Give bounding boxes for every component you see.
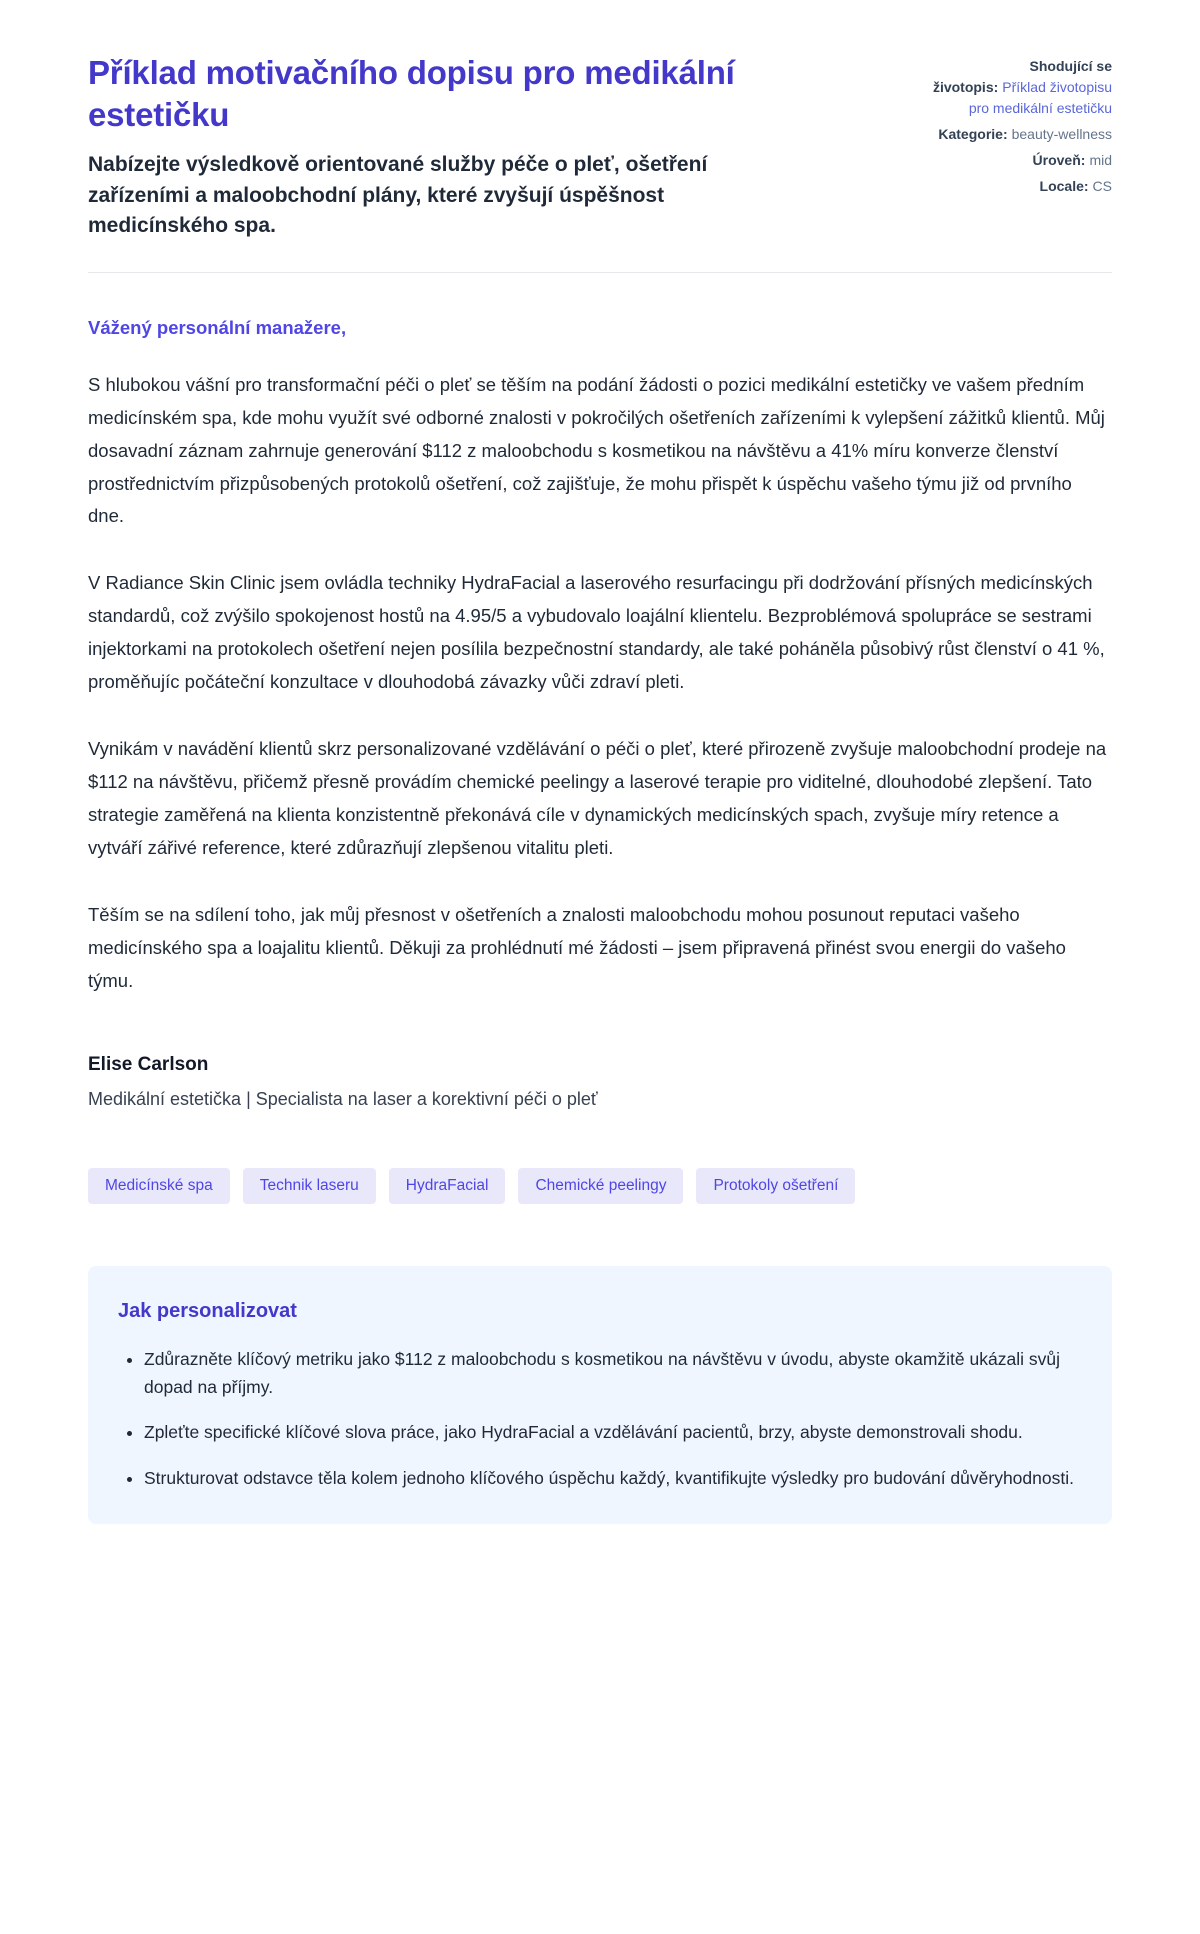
letter-body — [88, 317, 1112, 1110]
page-root — [88, 0, 1112, 1584]
page-subtitle: Nabízejte výsledkově orientované služby péče o pleť, ošetření zařízeními a maloobchodní plány, které zvyšují úspěšnost medicínského spa. — [88, 153, 708, 238]
signature-name: Elise Carlson — [88, 1053, 209, 1075]
tag-chip-medicinske-spa[interactable]: Medicínské spa — [88, 1168, 230, 1204]
meta-locale-label: Locale: — [1039, 178, 1089, 194]
meta-level-label: Úroveň: — [1032, 152, 1086, 168]
tag-list — [88, 1168, 1112, 1204]
meta-level-value: mid — [1089, 152, 1112, 168]
header-divider — [88, 272, 1112, 273]
matching-resume-link[interactable]: Příklad životopisu pro medikální estetičku — [968, 79, 1112, 116]
page-header — [88, 52, 1112, 242]
signature-role: Medikální estetička | Specialista na laser a korektivní péči o pleť — [88, 1088, 598, 1109]
meta-locale-value: CS — [1092, 178, 1112, 194]
letter-paragraph-3: Vynikám v navádění klientů skrz personalizované vzdělávání o péči o pleť, které přirozeně zvyšuje maloobchodní prodeje na $112 na návštěvu, přičemž přesně provádím chemické peelingy a laserové terapie pro viditelné, dlouhodobé zlepšení. Tato strategie zaměřená na klienta konzistentně překonává cíle v dynamických medicínských spach, zvyšuje míry retence a vytváří zářivé reference, které zdůrazňují zlepšenou vitalitu pleti. — [88, 738, 1107, 858]
meta-matching-resume — [930, 56, 1112, 119]
meta-panel — [930, 52, 1112, 202]
letter-paragraph-4: Těším se na sdílení toho, jak můj přesnost v ošetřeních a znalosti maloobchodu mohou posunout reputaci vašeho medicínského spa a loajalitu klientů. Děkuji za prohlédnutí mé žádosti – jsem připravená přinést svou energii do vašeho týmu. — [88, 903, 1066, 991]
tip-item-3: • Strukturovat odstavce těla kolem jednoho klíčového úspěchu každý, kvantifikujte výsledky pro budování důvěryhodnosti. — [144, 1464, 1082, 1492]
tag-chip-chemicke-peelingy[interactable]: Chemické peelingy — [518, 1168, 683, 1204]
tip-item-2: • Zpleťte specifické klíčové slova práce, jako HydraFacial a vzdělávání pacientů, brzy, abyste demonstrovali shodu. — [144, 1418, 1082, 1446]
header-title-block — [88, 52, 738, 242]
tag-chip-hydrafacial[interactable]: HydraFacial — [389, 1168, 506, 1204]
page-title: Příklad motivačního dopisu pro medikální estetičku — [88, 54, 735, 134]
tips-title: Jak personalizovat — [118, 1299, 297, 1322]
meta-locale — [930, 176, 1112, 197]
letter-paragraph-1: S hlubokou vášní pro transformační péči o pleť se těším na podání žádosti o pozici medikální estetičky ve vašem předním medicínském spa, kde mohu využít své odborné znalosti v pokročilých ošetřeních zařízeními k vylepšení zážitků klientů. Můj dosavadní záznam zahrnuje generování $112 z maloobchodu s kosmetikou na návštěvu a 41% míru konverze členství prostřednictvím přizpůsobených protokolů ošetření, což zajišťuje, že mohu přispět k úspěchu vašeho týmu již od prvního dne. — [88, 373, 1105, 527]
meta-level — [930, 150, 1112, 171]
tips-panel — [88, 1266, 1112, 1524]
letter-paragraph-2: V Radiance Skin Clinic jsem ovládla techniky HydraFacial a laserového resurfacingu při dodržování přísných medicínských standardů, což zvýšilo spokojenost hostů na 4.95/5 a vybudovalo loajální klientelu. Bezproblémová spolupráce se sestrami injektorkami na protokolech ošetření nejen posílila bezpečnostní standardy, ale také poháněla působivý růst členství o 41 %, proměňujíc počáteční konzultace v dlouhodobá závazky vůči zdraví pleti. — [88, 572, 1105, 693]
meta-matching-resume-label: Shodující se životopis: — [932, 58, 1112, 95]
tip-item-1: • Zdůrazněte klíčový metriku jako $112 z maloobchodu s kosmetikou na návštěvu v úvodu, abyste okamžitě ukázali svůj dopad na příjmy. — [144, 1345, 1082, 1402]
tag-chip-protokoly-osetreni[interactable]: Protokoly ošetření — [696, 1168, 855, 1204]
meta-category-label: Kategorie: — [938, 126, 1008, 142]
meta-category — [930, 124, 1112, 145]
letter-greeting: Vážený personální manažere, — [88, 316, 347, 338]
tips-list — [118, 1345, 1082, 1492]
meta-category-value: beauty-wellness — [1011, 126, 1112, 142]
tag-chip-technik-laseru[interactable]: Technik laseru — [243, 1168, 376, 1204]
